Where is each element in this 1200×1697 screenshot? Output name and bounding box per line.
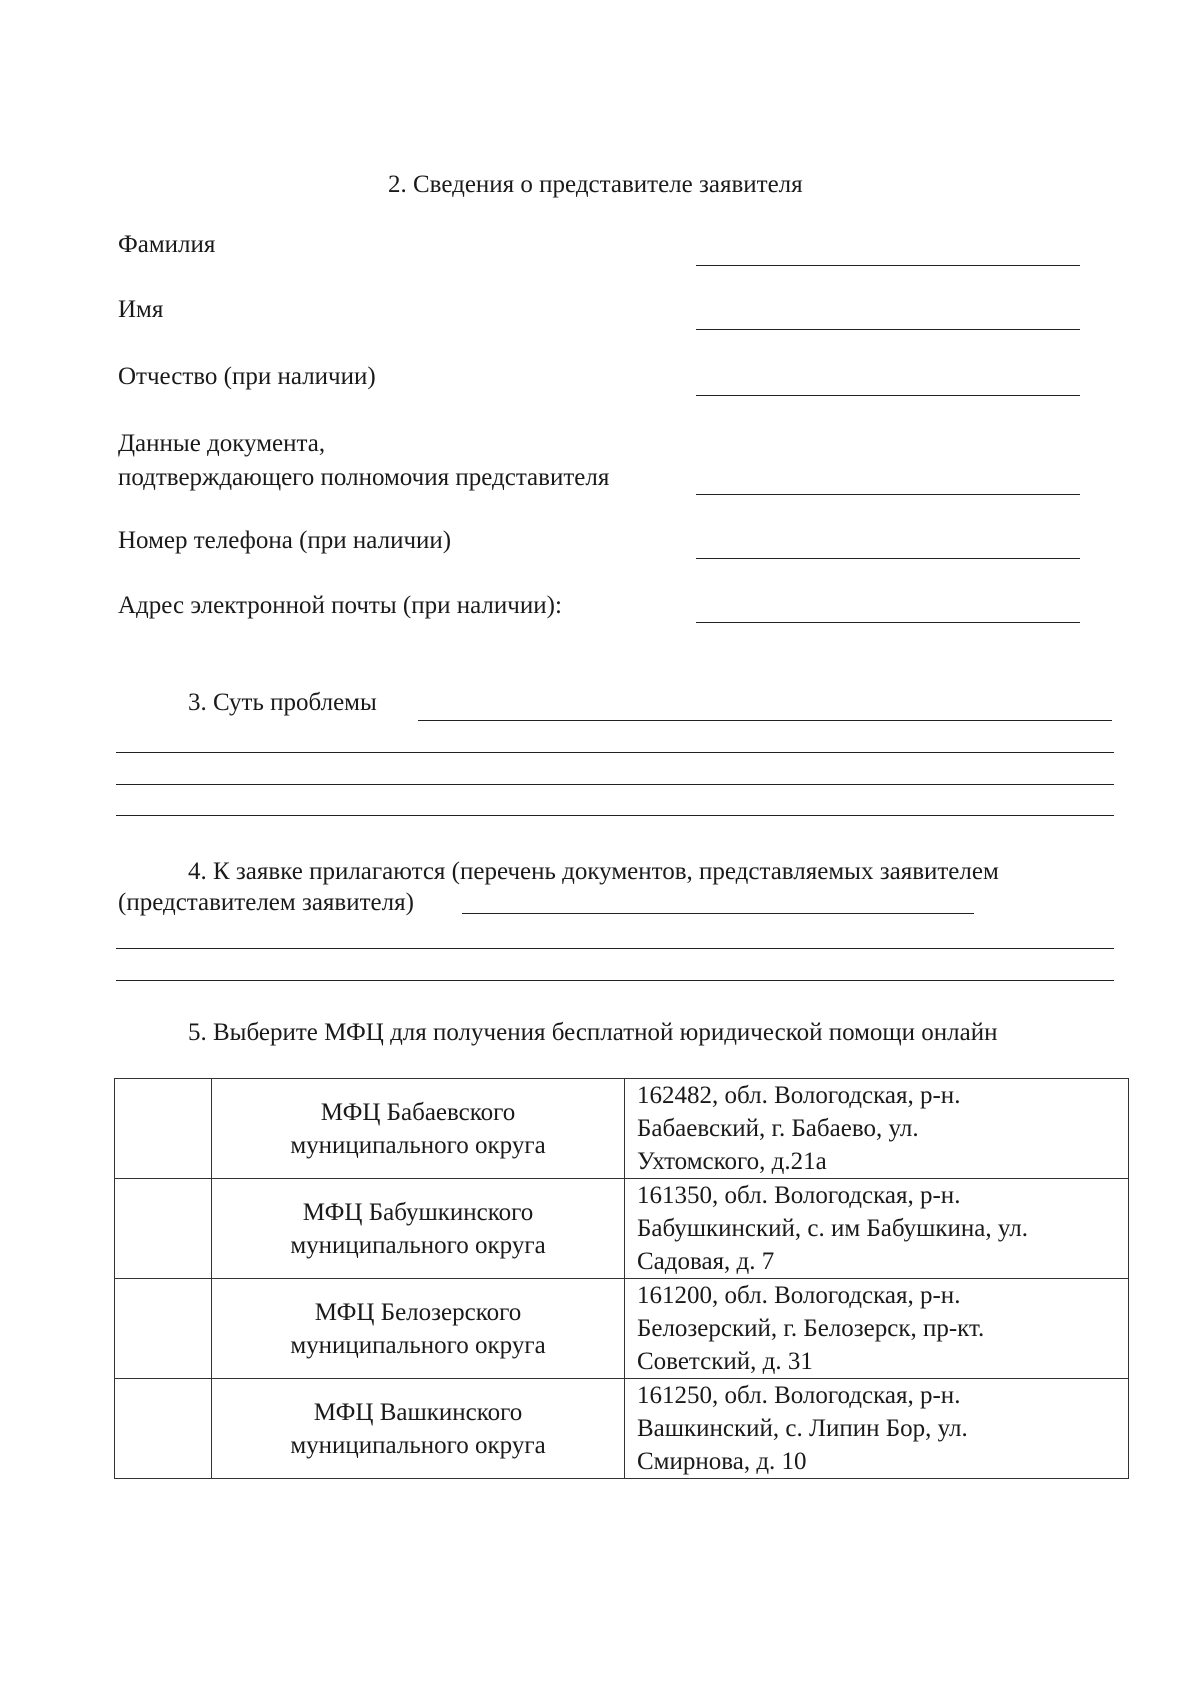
mfc-select-cell[interactable] — [115, 1179, 212, 1279]
mfc-address-line: Вашкинский, с. Липин Бор, ул. — [637, 1415, 968, 1442]
mfc-address-line: 161350, обл. Вологодская, р-н. — [637, 1182, 961, 1209]
mfc-name-cell — [212, 1379, 625, 1479]
table-row — [115, 1279, 1129, 1379]
mfc-name-cell — [212, 1179, 625, 1279]
attachments-input-line-1[interactable] — [462, 913, 974, 914]
field-input-phone[interactable] — [696, 558, 1080, 559]
field-label-phone: Номер телефона (при наличии) — [118, 527, 452, 554]
mfc-name-line: МФЦ Вашкинского — [313, 1398, 523, 1426]
field-label-patronymic: Отчество (при наличии) — [118, 363, 376, 390]
mfc-name-line: МФЦ Бабушкинского — [302, 1198, 534, 1226]
mfc-address-cell — [625, 1079, 1129, 1179]
mfc-select-cell[interactable] — [115, 1379, 212, 1479]
problem-input-line-4[interactable] — [116, 815, 1114, 816]
attachments-input-line-3[interactable] — [116, 980, 1114, 981]
field-input-patronymic[interactable] — [696, 395, 1080, 396]
mfc-name-line: муниципального округа — [290, 1231, 546, 1259]
mfc-address-line: Садовая, д. 7 — [637, 1248, 775, 1275]
field-label-document: подтверждающего полномочия представителя — [118, 464, 610, 491]
mfc-address-line: 162482, обл. Вологодская, р-н. — [637, 1082, 961, 1109]
section-2-title: 2. Сведения о представителе заявителя — [388, 171, 803, 198]
mfc-name-line: муниципального округа — [290, 1131, 546, 1159]
table-row — [115, 1379, 1129, 1479]
mfc-name-line: муниципального округа — [290, 1331, 546, 1359]
mfc-address-line: Бабаевский, г. Бабаево, ул. — [637, 1115, 919, 1142]
mfc-address-line: Бабушкинский, с. им Бабушкина, ул. — [637, 1215, 1029, 1242]
field-input-first-name[interactable] — [696, 329, 1080, 330]
mfc-select-cell[interactable] — [115, 1079, 212, 1179]
problem-input-line-3[interactable] — [116, 784, 1114, 785]
mfc-address-cell — [625, 1179, 1129, 1279]
table-row — [115, 1079, 1129, 1179]
mfc-name-line: МФЦ Белозерского — [314, 1298, 522, 1326]
attachments-input-line-2[interactable] — [116, 948, 1114, 949]
problem-input-line-1[interactable] — [418, 720, 1112, 721]
mfc-name-cell — [212, 1279, 625, 1379]
mfc-select-cell[interactable] — [115, 1279, 212, 1379]
mfc-address-line: Советский, д. 31 — [637, 1348, 813, 1375]
mfc-address-cell — [625, 1379, 1129, 1479]
mfc-name-line: МФЦ Бабаевского — [320, 1098, 516, 1126]
section-4-line1: 4. К заявке прилагаются (перечень документов, представляемых заявителем — [188, 858, 999, 885]
field-input-document[interactable] — [696, 494, 1080, 495]
section-5-title: 5. Выберите МФЦ для получения бесплатной юридической помощи онлайн — [188, 1019, 998, 1046]
mfc-address-cell — [625, 1279, 1129, 1379]
mfc-table — [114, 1078, 1129, 1479]
field-input-last-name[interactable] — [696, 265, 1080, 266]
mfc-address-line: 161250, обл. Вологодская, р-н. — [637, 1382, 961, 1409]
mfc-address-line: 161200, обл. Вологодская, р-н. — [637, 1282, 961, 1309]
mfc-address-line: Смирнова, д. 10 — [637, 1448, 807, 1475]
field-label-email: Адрес электронной почты (при наличии): — [118, 592, 562, 619]
mfc-name-cell — [212, 1079, 625, 1179]
section-3-label: 3. Суть проблемы — [188, 689, 377, 716]
field-label-first-name: Имя — [118, 296, 164, 323]
mfc-name-line: муниципального округа — [290, 1431, 546, 1459]
problem-input-line-2[interactable] — [116, 752, 1114, 753]
table-row — [115, 1179, 1129, 1279]
field-input-email[interactable] — [696, 622, 1080, 623]
mfc-address-line: Ухтомского, д.21а — [637, 1148, 827, 1175]
mfc-address-line: Белозерский, г. Белозерск, пр-кт. — [637, 1315, 985, 1342]
field-label-document-line1: Данные документа, — [118, 430, 326, 457]
field-label-last-name: Фамилия — [118, 231, 216, 258]
section-4-line2: (представителем заявителя) — [118, 889, 414, 916]
